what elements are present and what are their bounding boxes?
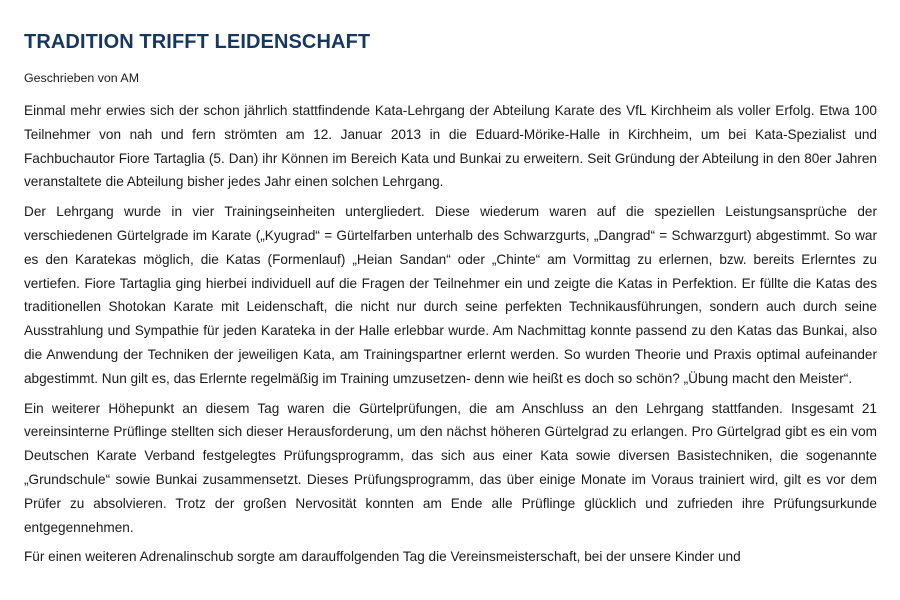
article-paragraph: Für einen weiteren Adrenalinschub sorgte am darauffolgenden Tag die Vereinsmeisterschaft, bei der unsere Kinder und bbox=[24, 549, 741, 565]
article-body bbox=[24, 99, 877, 569]
article-byline: Geschrieben von AM bbox=[24, 71, 140, 85]
article-paragraph: Einmal mehr erwies sich der schon jährlich stattfindende Kata-Lehrgang der Abteilung Karate des VfL Kirchheim als voller Erfolg. Etwa 100 Teilnehmer von nah und fern strömten am 12. Januar 2013 in die Eduard-Mörike-Halle in Kirchheim, um bei Kata-Spezialist und Fachbuchautor Fiore Tartaglia (5. Dan) ihr Können im Bereich Kata und Bunkai zu erweitern. Seit Gründung der Abteilung in den 80er Jahren veranstaltete die Abteilung bisher jedes Jahr einen solchen Lehrgang. bbox=[24, 103, 877, 190]
article-title: TRADITION TRIFFT LEIDENSCHAFT bbox=[24, 31, 371, 53]
article-paragraph: Ein weiterer Höhepunkt an diesem Tag waren die Gürtelprüfungen, die am Anschluss an den Lehrgang stattfanden. Insgesamt 21 vereinsinterne Prüflinge stellten sich dieser Herausforderung, um den nächst höheren Gürtelgrad zu erlangen. Pro Gürtelgrad gibt es ein vom Deutschen Karate Verband festgelegtes Prüfungsprogramm, das sich aus einer Kata sowie diversen Basistechniken, die sogenannte „Grundschule“ sowie Bunkai zusammensetzt. Dieses Prüfungsprogramm, das über einige Monate im Voraus trainiert wird, gilt es vor dem Prüfer zu absolvieren. Trotz der großen Nervosität konnten am Ende alle Prüflinge glücklich und zufrieden ihre Prüfungsurkunde entgegennehmen. bbox=[24, 400, 877, 535]
article-paragraph: Der Lehrgang wurde in vier Trainingseinheiten untergliedert. Diese wiederum waren auf die speziellen Leistungsansprüche der verschiedenen Gürtelgrade im Karate („Kyugrad“ = Gürtelfarben unterhalb des Schwarzgurts, „Dangrad“ = Schwarzgurt) abgestimmt. So war es den Karatekas möglich, die Katas (Formenlauf) „Heian Sandan“ oder „Chinte“ am Vormittag zu erlernen, bzw. bereits Erlerntes zu vertiefen. Fiore Tartaglia ging hierbei individuell auf die Fragen der Teilnehmer ein und zeigte die Katas in Perfektion. Er füllte die Katas des traditionellen Shotokan Karate mit Leidenschaft, die nicht nur durch seine perfekten Technikausführungen, sondern auch durch seine Ausstrahlung und Sympathie für jeden Karateka in der Halle erlebbar wurde. Am Nachmittag konnte passend zu den Katas das Bunkai, also die Anwendung der Techniken der jeweiligen Kata, am Trainingspartner erlernt werden. So wurden Theorie und Praxis optimal aufeinander abgestimmt. Nun gilt es, das Erlernte regelmäßig im Training umzusetzen- denn wie heißt es doch so schön? „Übung macht den Meister“. bbox=[24, 204, 877, 386]
